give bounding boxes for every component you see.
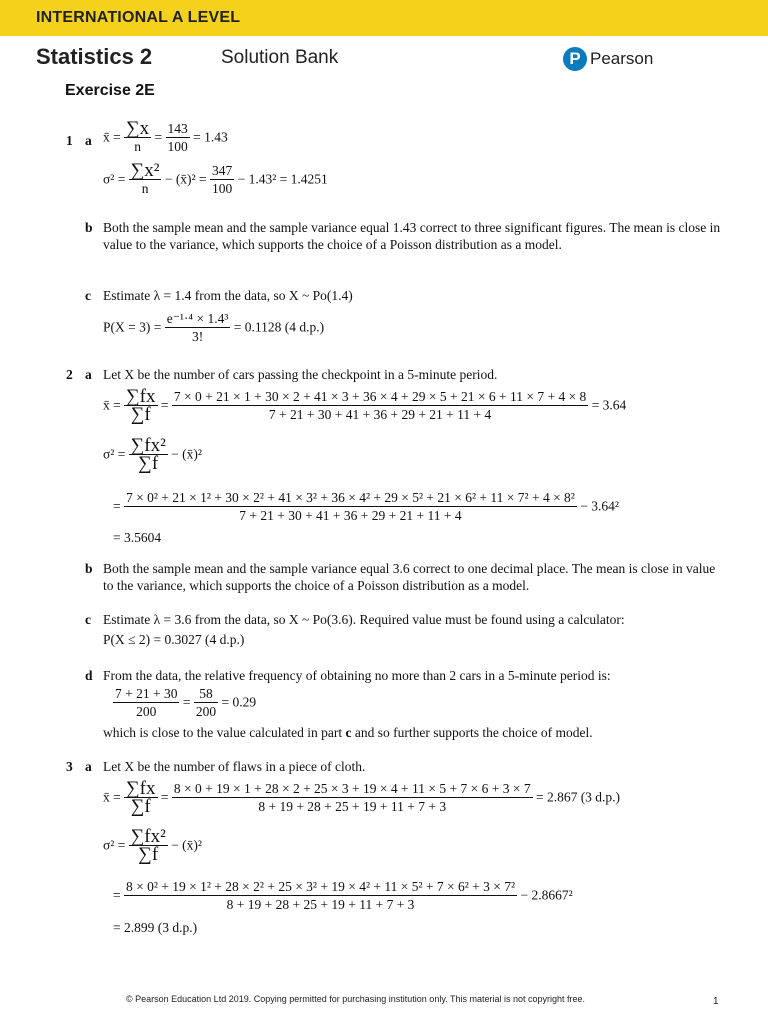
- pearson-logo-icon: P: [563, 47, 587, 71]
- copyright-footer: © Pearson Education Ltd 2019. Copying permitted for purchasing institution only. This material is not copyright free.: [126, 994, 586, 1004]
- eq-den: ∑f: [130, 796, 151, 817]
- eq-lhs: x̄ =: [103, 397, 121, 413]
- eq-result: = 3.64: [591, 397, 627, 413]
- eq-num: ∑x: [126, 118, 150, 139]
- eq-den: 3!: [191, 329, 204, 344]
- eq-num: 143: [167, 121, 188, 136]
- part-label: d: [85, 668, 93, 683]
- eq-mid: − (x̄)²: [171, 446, 202, 462]
- eq-num: ∑fx: [126, 386, 156, 407]
- eq-mid: − (x̄)² =: [164, 171, 207, 187]
- eq-den: ∑f: [138, 453, 159, 474]
- part-label: b: [85, 561, 93, 576]
- part-label: c: [85, 612, 91, 627]
- q2-variance-expansion: = 7 × 0² + 21 × 1² + 30 × 2² + 41 × 3² + 36 × 4² + 29 × 5² + 21 × 6² + 11 × 7² + 4 × 8² 7 + 21 + 30 + 41 + 36 + 29 + 21 + 11 + 4 − 3.64²: [113, 490, 619, 523]
- eq-den: 7 + 21 + 30 + 41 + 36 + 29 + 21 + 11 + 4: [268, 407, 492, 422]
- page-number: 1: [713, 996, 719, 1007]
- header-band: [0, 0, 768, 36]
- eq-den: 100: [167, 139, 188, 154]
- eq-den: n: [141, 181, 149, 196]
- q2-d-text: From the data, the relative frequency of obtaining no more than 2 cars in a 5-minute period is:: [103, 668, 611, 683]
- eq-result: − 3.64²: [580, 498, 619, 514]
- book-title: Statistics 2: [36, 44, 153, 69]
- q3-variance-result: = 2.899 (3 d.p.): [113, 920, 198, 935]
- q2-c-result: P(X ≤ 2) = 0.3027 (4 d.p.): [103, 632, 245, 647]
- q2-d-equation: $\frac{7 + 21 + 30}{200}$ = $\frac{58}{200}$ = 0.29: [115, 686, 257, 719]
- eq-den: 200: [195, 704, 217, 719]
- q1-c-text: Estimate λ = 1.4 from the data, so X ~ Po(1.4): [103, 288, 353, 303]
- q2-c-text: Estimate λ = 3.6 from the data, so X ~ Po(3.6). Required value must be found using a calculator:: [103, 612, 625, 627]
- eq-den: ∑f: [130, 404, 151, 425]
- eq-den: 8 + 19 + 28 + 25 + 19 + 11 + 7 + 3: [258, 799, 447, 814]
- eq-num: ∑x²: [130, 160, 160, 181]
- exercise-heading: Exercise 2E: [65, 82, 155, 99]
- eq-den: n: [134, 139, 142, 154]
- eq-num: 8 × 0 + 19 × 1 + 28 × 2 + 25 × 3 + 19 × 4 + 11 × 5 + 7 × 6 + 3 × 7: [173, 781, 531, 796]
- q1-b-text: Both the sample mean and the sample variance equal 1.43 correct to three significant figures. The mean is close in value to the variance, which supports the choice of a Poisson distribution as a model.: [103, 220, 721, 252]
- q2-mean-equation: x̄ = $\frac{\sum fx}{\sum f}$ = 7 × 0 + 21 × 1 + 30 × 2 + 41 × 3 + 36 × 4 + 29 × 5 + 21 × 6 + 11 × 7 + 4 × 8 7 + 21 + 30 + 41 + 36 + 29 + 21 + 11 + 4 = 3.64: [103, 386, 627, 425]
- q1-c-equation: [103, 310, 324, 345]
- q2-variance-result: = 3.5604: [113, 530, 162, 545]
- eq-result: = 0.29: [221, 694, 257, 710]
- question-number: 3: [66, 759, 73, 774]
- q2-a-intro: Let X be the number of cars passing the checkpoint in a 5-minute period.: [103, 367, 498, 382]
- eq-result: = 1.43: [193, 129, 228, 145]
- eq-lhs: x̄ =: [103, 129, 121, 145]
- question-number: 2: [66, 367, 73, 382]
- eq-num: e⁻¹·⁴ × 1.4³: [166, 311, 229, 326]
- q2-d-conclusion: [103, 725, 723, 742]
- q3-variance-expansion: = 8 × 0² + 19 × 1² + 28 × 2² + 25 × 3² + 19 × 4² + 11 × 5² + 7 × 6² + 3 × 7² 8 + 19 + 28 + 25 + 19 + 11 + 7 + 3 − 2.8667²: [113, 879, 573, 912]
- q1-variance-equation: [103, 162, 328, 197]
- eq-lhs: σ² =: [103, 837, 126, 853]
- eq-mid: − (x̄)²: [171, 837, 202, 853]
- text-run: and so further supports the choice of model.: [351, 725, 593, 740]
- q2-b-text: Both the sample mean and the sample variance equal 3.6 correct to one decimal place. The mean is close in value to the variance, which supports the choice of a Poisson distribution as a model.: [103, 561, 716, 593]
- eq-lhs: σ² =: [103, 171, 126, 187]
- eq-num: 7 + 21 + 30: [115, 686, 178, 701]
- eq-den: 8 + 19 + 28 + 25 + 19 + 11 + 7 + 3: [226, 897, 415, 912]
- eq-result: − 1.43² = 1.4251: [237, 171, 328, 187]
- eq-result: = 0.1128 (4 d.p.): [233, 319, 325, 335]
- eq-result: = 2.867 (3 d.p.): [535, 789, 621, 805]
- pearson-logo-text: Pearson: [590, 49, 654, 68]
- q1-mean-equation: x̄ = $\frac{\sum x}{n}$ = $\frac{143}{100}$ = 1.43: [103, 118, 228, 154]
- eq-num: 7 × 0² + 21 × 1² + 30 × 2² + 41 × 3² + 36 × 4² + 29 × 5² + 21 × 6² + 11 × 7² + 4 × 8²: [126, 490, 575, 505]
- eq-num: ∑fx²: [130, 826, 166, 847]
- text-run: which is close to the value calculated in part: [103, 725, 346, 740]
- eq-num: 58: [194, 685, 218, 703]
- q3-a-intro: Let X be the number of flaws in a piece of cloth.: [103, 759, 366, 774]
- eq-lhs: P(X = 3) =: [103, 319, 162, 335]
- eq-num: 347: [211, 163, 233, 178]
- pearson-logo: [563, 47, 653, 71]
- eq-lhs: x̄ =: [103, 789, 121, 805]
- part-label: a: [85, 133, 92, 148]
- q3-mean-equation: x̄ = $\frac{\sum fx}{\sum f}$ = 8 × 0 + 19 × 1 + 28 × 2 + 25 × 3 + 19 × 4 + 11 × 5 + 7 × 6 + 3 × 7 8 + 19 + 28 + 25 + 19 + 11 + 7 + 3 = 2.867 (3 d.p.): [103, 778, 621, 817]
- eq-den: 100: [211, 181, 233, 196]
- book-subtitle: Solution Bank: [221, 47, 339, 68]
- eq-lhs: σ² =: [103, 446, 126, 462]
- eq-den: 200: [136, 704, 157, 719]
- q3-variance-equation: [103, 828, 202, 863]
- text-run-bold: c: [345, 725, 352, 740]
- series-label: INTERNATIONAL A LEVEL: [36, 9, 241, 26]
- part-label: b: [85, 220, 93, 235]
- question-number: 1: [66, 133, 73, 148]
- q2-variance-equation: [103, 437, 202, 472]
- eq-result: − 2.8667²: [520, 887, 573, 903]
- eq-num: 8 × 0² + 19 × 1² + 28 × 2² + 25 × 3² + 19 × 4² + 11 × 5² + 7 × 6² + 3 × 7²: [126, 879, 516, 894]
- part-label: a: [85, 367, 92, 382]
- eq-den: 7 + 21 + 30 + 41 + 36 + 29 + 21 + 11 + 4: [239, 508, 462, 523]
- eq-num: ∑fx: [126, 778, 156, 799]
- part-label: a: [85, 759, 92, 774]
- part-label: c: [85, 288, 91, 303]
- eq-num: 7 × 0 + 21 × 1 + 30 × 2 + 41 × 3 + 36 × 4 + 29 × 5 + 21 × 6 + 11 × 7 + 4 × 8: [173, 389, 587, 404]
- eq-den: ∑f: [138, 844, 159, 865]
- eq-num: ∑fx²: [130, 435, 166, 456]
